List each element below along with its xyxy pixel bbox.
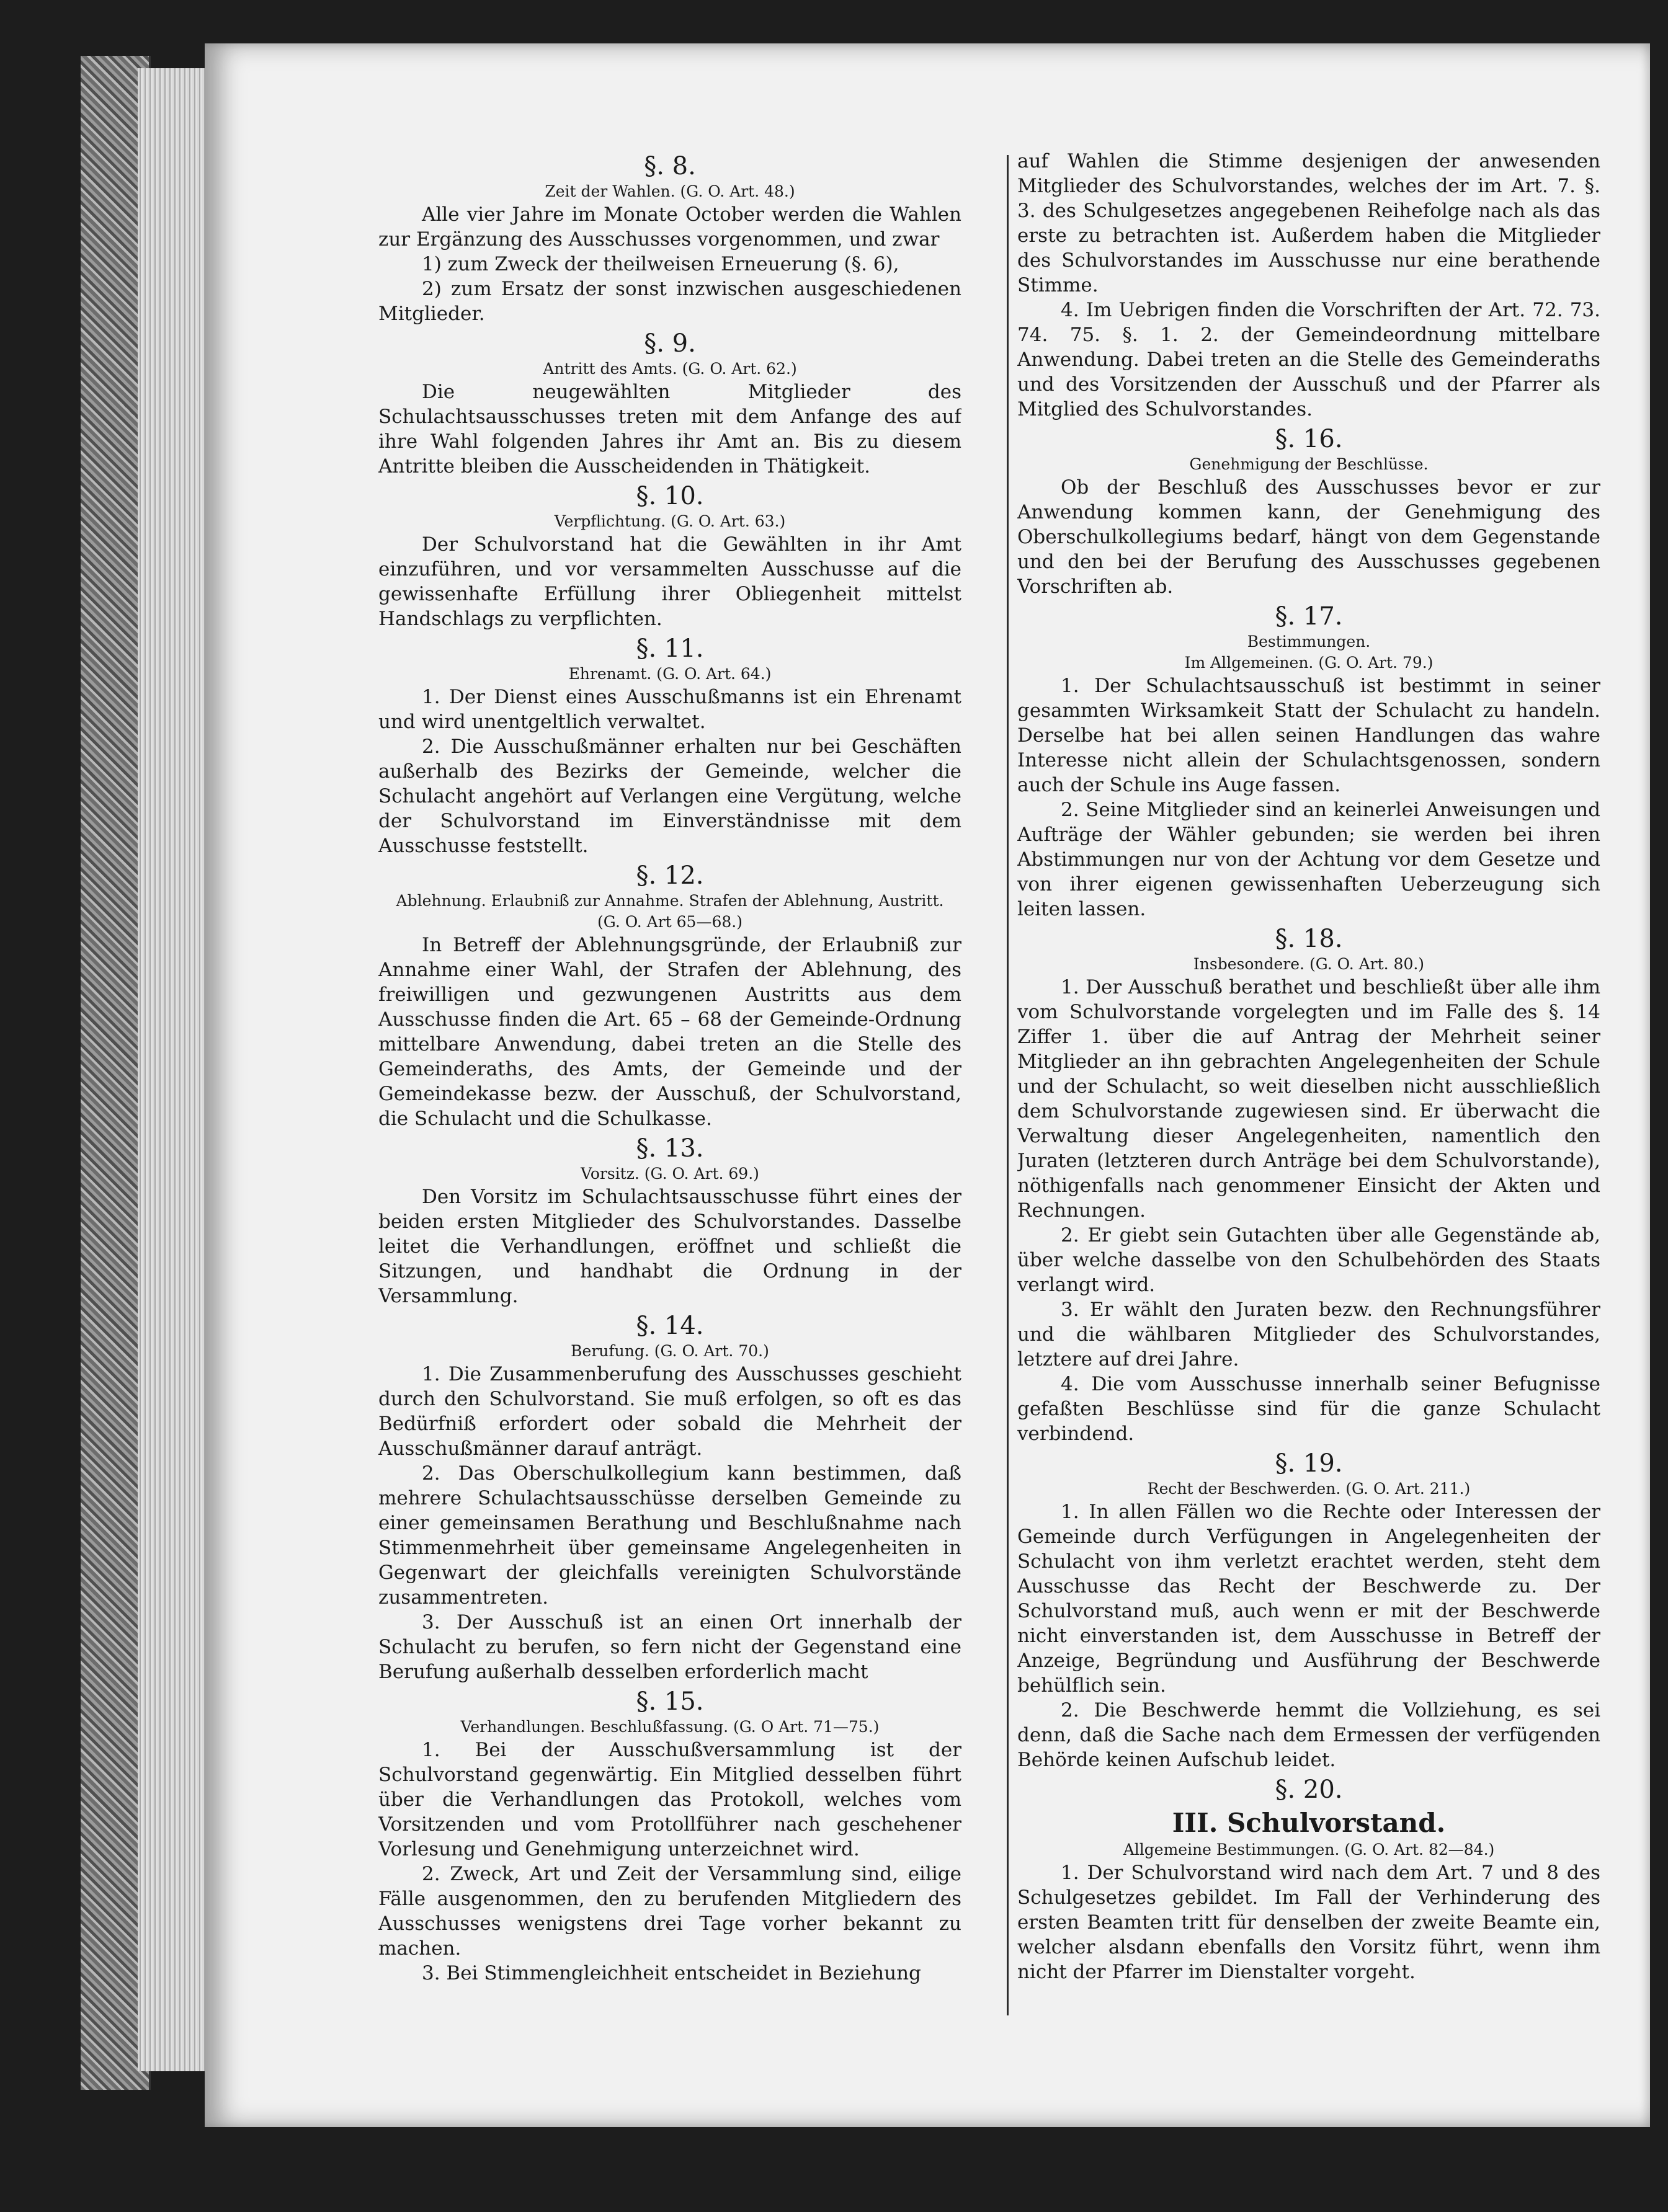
paragraph: 2. Die Beschwerde hemmt die Vollziehung, es sei denn, daß die Sache nach dem Ermessen der verfügenden Behörde keinen Aufschub leidet.	[1017, 1699, 1600, 1771]
section-heading: §. 15.	[636, 1687, 704, 1716]
section-heading: §. 12.	[636, 861, 704, 890]
section-subtitle: Berufung. (G. O. Art. 70.)	[571, 1342, 769, 1360]
paragraph: Alle vier Jahre im Monate October werden die Wahlen zur Ergänzung des Ausschusses vorgenommen, und zwar	[378, 203, 961, 251]
section-heading: §. 9.	[644, 329, 696, 358]
paragraph: Ob der Beschluß des Ausschusses bevor er zur Anwendung kommen kann, der Genehmigung des Oberschulkollegiums bedarf, hängt von dem Gegenstande und den bei der Berufung des Ausschusses gegebenen Vorschriften ab.	[1017, 476, 1600, 598]
section-subtitle: Verpflichtung. (G. O. Art. 63.)	[554, 512, 786, 530]
section-heading: §. 20.	[1275, 1775, 1343, 1804]
section-subtitle: Vorsitz. (G. O. Art. 69.)	[581, 1165, 759, 1183]
section-heading: §. 18.	[1275, 925, 1343, 953]
section-subtitle: Antritt des Amts. (G. O. Art. 62.)	[543, 360, 797, 378]
paragraph: 2. Das Oberschulkollegium kann bestimmen, daß mehrere Schulachtsausschüsse derselben Gemeinde zu einer gemeinsamen Berathung und Beschlußnahme nach Stimmenmehrheit über gemeinsame Angelegenheiten in Gegenwart der gleichfalls vereinigten Schulvorstände zusammentreten.	[378, 1462, 961, 1609]
paragraph: 2. Zweck, Art und Zeit der Versammlung sind, eilige Fälle ausgenommen, den zu berufenden Mitgliedern des Ausschusses wenigstens drei Tage vorher bekannt zu machen.	[378, 1863, 961, 1960]
section-subtitle: Im Allgemeinen. (G. O. Art. 79.)	[1184, 654, 1434, 672]
paragraph: 2. Seine Mitglieder sind an keinerlei Anweisungen und Aufträge der Wähler gebunden; sie werden bei ihren Abstimmungen nur von der Achtung vor dem Gesetze und von ihrer eigenen gewissenhaften Ueberzeugung sich leiten lassen.	[1017, 799, 1600, 920]
section-subtitle: Zeit der Wahlen. (G. O. Art. 48.)	[545, 182, 795, 200]
paragraph: 4. Im Uebrigen finden die Vorschriften der Art. 72. 73. 74. 75. §. 1. 2. der Gemeindeordnung mittelbare Anwendung. Dabei treten an die Stelle des Gemeinderaths und des Vorsitzenden der Ausschuß und der Pfarrer als Mitglied des Schulvorstandes.	[1017, 299, 1600, 420]
section-subtitle: Insbesondere. (G. O. Art. 80.)	[1193, 955, 1425, 973]
paragraph: Die neugewählten Mitglieder des Schulachtsausschusses treten mit dem Anfange des auf ihre Wahl folgenden Jahres ihr Amt an. Bis zu diesem Antritte bleiben die Ausscheidenden in Thätigkeit.	[378, 381, 961, 477]
section-heading: §. 16.	[1275, 425, 1343, 453]
paragraph: 1. Bei der Ausschußversammlung ist der Schulvorstand gegenwärtig. Ein Mitglied desselben führt über die Verhandlungen das Protokoll, welches vom Vorsitzenden und vom Protollführer nach geschehener Vorlesung und Genehmigung unterzeichnet wird.	[378, 1739, 961, 1860]
paragraph: In Betreff der Ablehnungsgründe, der Erlaubniß zur Annahme einer Wahl, der Strafen der Ablehnung, des freiwilligen und gezwungenen Austritts aus dem Ausschusse finden die Art. 65 – 68 der Gemeinde-Ordnung mittelbare Anwendung, dabei treten an die Stelle des Gemeinderaths, des Amts, der Gemeinde und der Gemeindekasse bezw. der Ausschuß, der Schulvorstand, die Schulacht und die Schulkasse.	[378, 934, 961, 1130]
paragraph: 1. Der Dienst eines Ausschußmanns ist ein Ehrenamt und wird unentgeltlich verwaltet.	[378, 686, 961, 733]
section-subtitle: Ehrenamt. (G. O. Art. 64.)	[568, 665, 772, 683]
section-subtitle: Allgemeine Bestimmungen. (G. O. Art. 82—84.)	[1123, 1841, 1495, 1859]
paragraph: 3. Er wählt den Juraten bezw. den Rechnungsführer und die wählbaren Mitglieder des Schulvorstandes, letztere auf drei Jahre.	[1017, 1299, 1600, 1370]
paragraph: 2. Er giebt sein Gutachten über alle Gegenstände ab, über welche dasselbe von den Schulbehörden des Staats verlangt wird.	[1017, 1224, 1600, 1296]
section-subtitle: Bestimmungen.	[1247, 633, 1371, 651]
paragraph: 2. Die Ausschußmänner erhalten nur bei Geschäften außerhalb des Bezirks der Gemeinde, welcher die Schulacht angehört auf Verlangen eine Vergütung, welche der Schulvorstand im Einverständnisse mit dem Ausschusse feststellt.	[378, 735, 961, 857]
paragraph: 1. Der Ausschuß berathet und beschließt über alle ihm vom Schulvorstande vorgelegten und im Falle des §. 14 Ziffer 1. über die auf Antrag der Mehrheit seiner Mitglieder an ihn gebrachten Angelegenheiten der Schule und der Schulacht, so weit dieselben nicht ausschließlich dem Schulvorstande zugewiesen sind. Er überwacht die Verwaltung dieser Angelegenheiten, namentlich den Juraten (letzteren durch Anträge bei dem Schulvorstande), nöthigenfalls nach genommener Einsicht der Akten und Rechnungen.	[1017, 976, 1600, 1222]
document-page	[205, 43, 1650, 2127]
paragraph: 3. Bei Stimmengleichheit entscheidet in Beziehung	[422, 1962, 921, 1984]
paragraph: auf Wahlen die Stimme desjenigen der anwesenden Mitglieder des Schulvorstandes, welches der im Art. 7. §. 3. des Schulgesetzes angegebenen Reihefolge nach als das erste zu betrachten ist. Außerdem haben die Mitglieder des Schulvorstandes im Ausschusse nur eine berathende Stimme.	[1017, 150, 1600, 296]
paragraph: 1. Der Schulvorstand wird nach dem Art. 7 und 8 des Schulgesetzes gebildet. Im Fall der Verhinderung des ersten Beamten tritt für denselben der zweite Beamte ein, welcher alsdann ebenfalls den Vorsitz führt, wenn ihm nicht der Pfarrer im Dienstalter vorgeht.	[1017, 1862, 1600, 1983]
right-column	[1017, 149, 1600, 2015]
paragraph: 4. Die vom Ausschusse innerhalb seiner Befugnisse gefaßten Beschlüsse sind für die ganze Schulacht verbindend.	[1017, 1373, 1600, 1445]
paragraph: 1. Der Schulachtsausschuß ist bestimmt in seiner gesammten Wirksamkeit Statt der Schulacht zu handeln. Derselbe hat bei allen seinen Handlungen das wahre Interesse nicht allein der Schulachtsgenossen, sondern auch der Schule ins Auge fassen.	[1017, 675, 1600, 796]
section-subtitle: Genehmigung der Beschlüsse.	[1189, 455, 1429, 473]
section-heading: §. 8.	[644, 152, 696, 180]
section-heading: §. 17.	[1275, 602, 1343, 631]
paragraph: Den Vorsitz im Schulachtsausschusse führt eines der beiden ersten Mitglieder des Schulvorstandes. Dasselbe leitet die Verhandlungen, eröffnet und schließt die Sitzungen, und handhabt die Ordnung in der Versammlung.	[378, 1186, 961, 1307]
section-subtitle: Verhandlungen. Beschlußfassung. (G. O Art. 71—75.)	[460, 1718, 880, 1736]
section-subtitle: (G. O. Art 65—68.)	[597, 913, 743, 931]
section-subtitle: Recht der Beschwerden. (G. O. Art. 211.)	[1147, 1480, 1471, 1498]
section-heading: §. 10.	[636, 482, 704, 510]
section-heading: §. 11.	[636, 634, 704, 663]
left-column	[378, 149, 961, 2015]
section-subtitle: Ablehnung. Erlaubniß zur Annahme. Strafen der Ablehnung, Austritt.	[396, 892, 944, 910]
part-heading: III. Schulvorstand.	[1172, 1808, 1446, 1838]
paragraph: 1) zum Zweck der theilweisen Erneuerung (§. 6),	[422, 253, 899, 275]
section-heading: §. 14.	[636, 1312, 704, 1340]
paragraph: 1. In allen Fällen wo die Rechte oder Interessen der Gemeinde durch Verfügungen in Angelegenheiten der Schulacht von ihm verletzt erachtet werden, steht dem Ausschusse das Recht der Beschwerde zu. Der Schulvorstand muß, auch wenn er mit der Beschwerde nicht einverstanden ist, dem Ausschusse in Betreff der Anzeige, Begründung und Ausführung der Beschwerde behülflich sein.	[1017, 1501, 1600, 1697]
section-heading: §. 13.	[636, 1134, 704, 1163]
paragraph: 2) zum Ersatz der sonst inzwischen ausgeschiedenen Mitglieder.	[378, 278, 961, 325]
section-heading: §. 19.	[1275, 1449, 1343, 1478]
paragraph: 1. Die Zusammenberufung des Ausschusses geschieht durch den Schulvorstand. Sie muß erfolgen, so oft es das Bedürfniß erfordert oder sobald die Mehrheit der Ausschußmänner darauf anträgt.	[378, 1363, 961, 1460]
column-divider	[1007, 155, 1009, 2015]
paragraph: Der Schulvorstand hat die Gewählten in ihr Amt einzuführen, und vor versammelten Ausschusse auf die gewissenhafte Erfüllung ihrer Obliegenheit mittelst Handschlags zu verpflichten.	[378, 533, 961, 630]
paragraph: 3. Der Ausschuß ist an einen Ort innerhalb der Schulacht zu berufen, so fern nicht der Gegenstand eine Berufung außerhalb desselben erforderlich macht	[378, 1611, 961, 1683]
